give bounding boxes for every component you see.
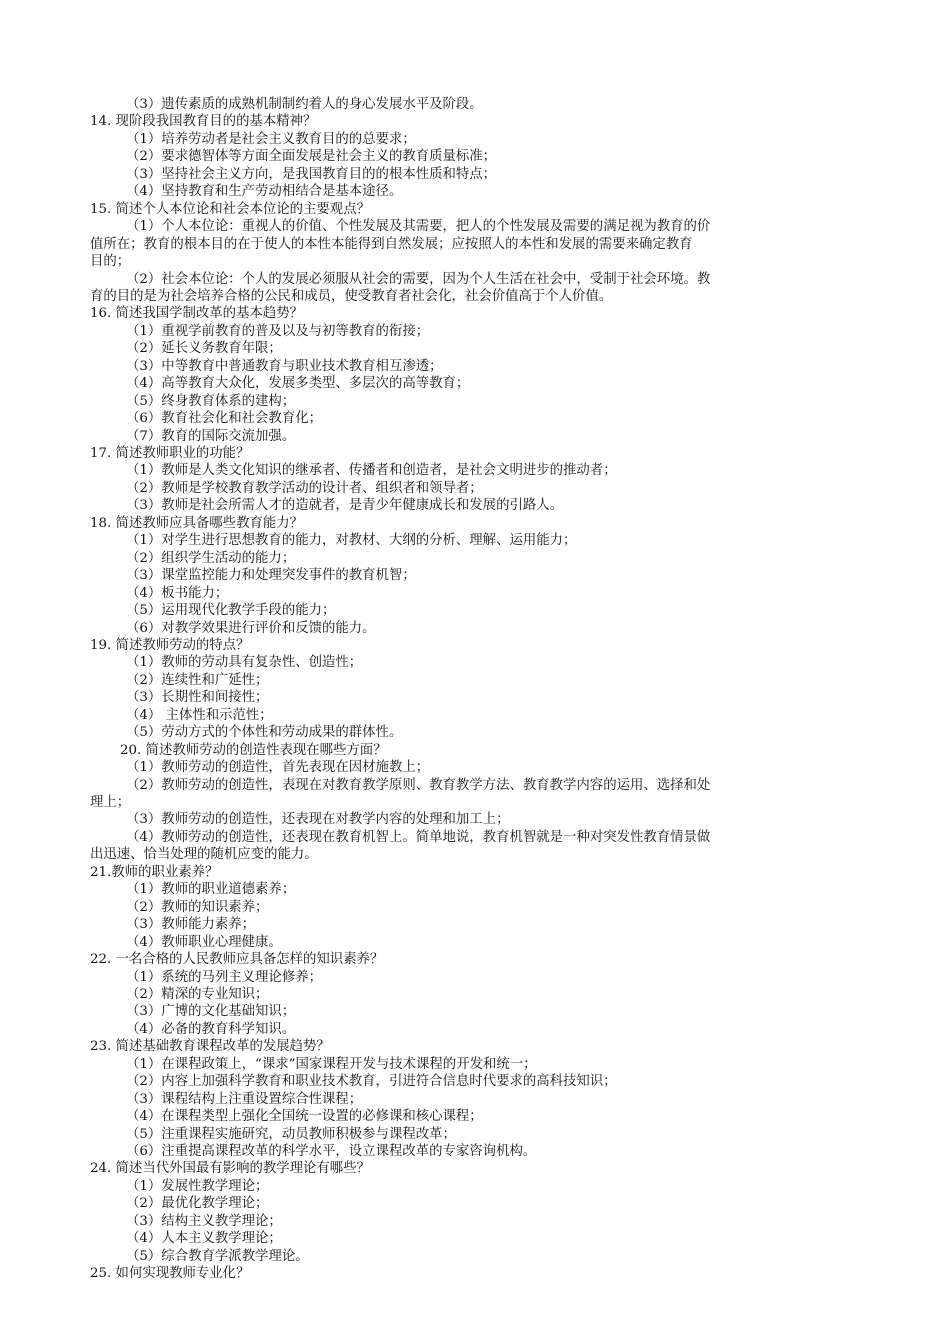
answer-line: （2）内容上加强科学教育和职业技术教育，引进符合信息时代要求的高科技知识； [126, 1074, 617, 1090]
answer-line: （5）劳动方式的个体性和劳动成果的群体性。 [126, 725, 403, 741]
answer-line: （4）板书能力； [126, 585, 229, 601]
answer-line: （3）长期性和间接性； [126, 690, 269, 706]
question-line: 24. 简述当代外国最有影响的教学理论有哪些？ [90, 1161, 370, 1177]
answer-line: （3）教师是社会所需人才的造就者，是青少年健康成长和发展的引路人。 [126, 498, 564, 514]
answer-line: （1）系统的马列主义理论修养； [126, 969, 322, 985]
answer-line: （2）组织学生活动的能力； [126, 550, 296, 566]
question-line: 育的目的是为社会培养合格的公民和成员，使受教育者社会化，社会价值高于个人价值。 [90, 288, 613, 304]
answer-line: （2）社会本位论：个人的发展必须服从社会的需要，因为个人生活在社会中，受制于社会环境。教 [126, 271, 711, 287]
question-line: 25. 如何实现教师专业化？ [90, 1266, 250, 1282]
answer-line: （6）对教学效果进行评价和反馈的能力。 [126, 620, 376, 636]
answer-line: （2）教师劳动的创造性，表现在对教育教学原则、教育教学方法、教育教学内容的运用、选择和处 [126, 777, 711, 793]
question-line: 出迅速、恰当处理的随机应变的能力。 [90, 847, 318, 863]
answer-line: （3）教师能力素养； [126, 917, 256, 933]
answer-line: （2）教师是学校教育教学活动的设计者、组织者和领导者； [126, 480, 483, 496]
answer-line: （3）遗传素质的成熟机制制约着人的身心发展水平及阶段。 [126, 97, 483, 112]
answer-line: （2）连续性和广延性； [126, 672, 269, 688]
answer-line: （4）必备的教育科学知识。 [126, 1021, 296, 1037]
answer-line: （1）重视学前教育的普及以及与初等教育的衔接； [126, 323, 430, 339]
question-line: 22. 一名合格的人民教师应具备怎样的知识素养？ [90, 952, 384, 968]
answer-line: （1）培养劳动者是社会主义教育目的的总要求； [126, 131, 416, 147]
answer-line: （4）坚持教育和生产劳动相结合是基本途径。 [126, 184, 403, 200]
answer-line: （3）课堂监控能力和处理突发事件的教育机智； [126, 568, 416, 584]
answer-line: （3）广博的文化基础知识； [126, 1004, 296, 1020]
answer-line: （1）发展性教学理论； [126, 1178, 269, 1194]
question-line: 23. 简述基础教育课程改革的发展趋势？ [90, 1039, 330, 1055]
answer-line: （3）教师劳动的创造性，还表现在对教学内容的处理和加工上； [126, 812, 510, 828]
answer-line: （3）课程结构上注重设置综合性课程； [126, 1091, 363, 1107]
answer-line: （2）教师的知识素养； [126, 899, 269, 915]
question-line: 20. 简述教师劳动的创造性表现在哪些方面？ [120, 742, 387, 758]
answer-line: （3）中等教育中普通教育与职业技术教育相互渗透； [126, 358, 443, 374]
answer-line: （3）结构主义教学理论； [126, 1213, 282, 1229]
question-line: 目的； [90, 254, 131, 270]
answer-line: （1）教师的职业道德素养； [126, 882, 296, 898]
answer-line: （2）延长义务教育年限； [126, 341, 282, 357]
question-line: 19. 简述教师劳动的特点？ [90, 637, 250, 653]
answer-line: （5）注重课程实施研究，动员教师积极参与课程改革； [126, 1126, 456, 1142]
question-line: 16. 简述我国学制改革的基本趋势？ [90, 306, 304, 322]
answer-line: （7）教育的国际交流加强。 [126, 428, 296, 444]
answer-line: （3）坚持社会主义方向，是我国教育目的的根本性质和特点； [126, 166, 497, 182]
answer-line: （1）教师是人类文化知识的继承者、传播者和创造者，是社会文明进步的推动者； [126, 463, 617, 479]
question-line: 17. 简述教师职业的功能？ [90, 446, 250, 461]
answer-line: （4）在课程类型上强化全国统一设置的必修课和核心课程； [126, 1109, 483, 1125]
question-line: 21.教师的职业素养？ [90, 864, 219, 880]
answer-line: （1）在课程政策上，“课求”国家课程开发与技术课程的开发和统一； [126, 1056, 537, 1072]
question-line: 14. 现阶段我国教育目的的基本精神？ [90, 114, 317, 130]
question-line: 理上； [90, 795, 131, 810]
question-line: 18. 简述教师应具备哪些教育能力？ [90, 515, 304, 531]
answer-line: （1）教师劳动的创造性，首先表现在因材施教上； [126, 760, 430, 776]
answer-line: （6）注重提高课程改革的科学水平，设立课程改革的专家咨询机构。 [126, 1144, 537, 1159]
answer-line: （4）人本主义教学理论； [126, 1231, 282, 1247]
answer-line: （6）教育社会化和社会教育化； [126, 411, 322, 427]
answer-line: （1）教师的劳动具有复杂性、创造性； [126, 655, 363, 671]
question-line: 15. 简述个人本位论和社会本位论的主要观点？ [90, 201, 370, 217]
answer-line: （5）终身教育体系的建构； [126, 393, 296, 409]
answer-line: （1）对学生进行思想教育的能力，对教材、大纲的分析、理解、运用能力； [126, 533, 577, 549]
question-line: 值所在；教育的根本目的在于使人的本性本能得到自然发展；应按照人的本性和发展的需要来确定教育 [90, 236, 693, 252]
answer-line: （4）高等教育大众化，发展多类型、多层次的高等教育； [126, 376, 470, 392]
answer-line: （4）教师职业心理健康。 [126, 934, 282, 950]
answer-line: （2）精深的专业知识； [126, 986, 269, 1002]
answer-line: （4） 主体性和示范性； [126, 707, 273, 723]
answer-line: （2）要求德智体等方面全面发展是社会主义的教育质量标准； [126, 149, 497, 165]
answer-line: （2）最优化教学理论； [126, 1196, 269, 1212]
answer-line: （5）运用现代化教学手段的能力； [126, 603, 336, 619]
answer-line: （4）教师劳动的创造性，还表现在教育机智上。简单地说，教育机智就是一种对突发性教育情景做 [126, 829, 711, 845]
answer-line: （1）个人本位论：重视人的价值、个性发展及其需要，把人的个性发展及需要的满足视为教育的价 [126, 219, 711, 235]
answer-line: （5）综合教育学派教学理论。 [126, 1248, 309, 1264]
